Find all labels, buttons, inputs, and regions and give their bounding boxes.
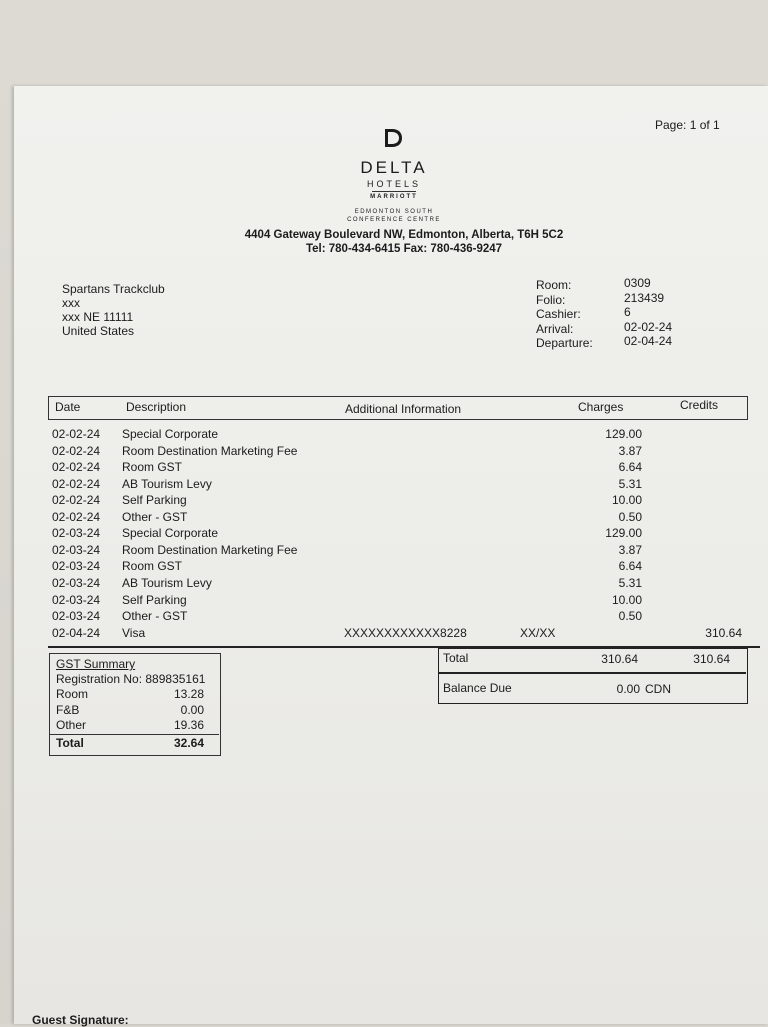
balance-due-label: Balance Due [443, 681, 512, 695]
row-additional-info: XXXXXXXXXXXX8228 [344, 626, 467, 640]
gst-fb-label: F&B [56, 703, 80, 717]
guest-address-line-2: xxx [62, 296, 80, 310]
row-description: AB Tourism Levy [122, 477, 212, 491]
row-charge: 3.87 [618, 444, 642, 458]
row-charge: 5.31 [618, 576, 642, 590]
gst-registration: Registration No: 889835161 [56, 672, 206, 686]
row-description: Room GST [122, 460, 183, 474]
row-date: 02-03-24 [52, 576, 101, 590]
table-row [52, 460, 752, 476]
row-charge: 129.00 [605, 526, 642, 540]
arrival-date: 02-02-24 [624, 319, 673, 334]
table-row [52, 576, 752, 592]
row-date: 02-03-24 [52, 593, 101, 607]
row-credit: 310.64 [705, 626, 742, 640]
row-charge: 0.50 [618, 510, 642, 524]
address-line: 4404 Gateway Boulevard NW, Edmonton, Alberta, T6H 5C2 [244, 229, 564, 241]
row-charge: 6.64 [618, 460, 642, 474]
row-charge: 10.00 [611, 593, 642, 607]
row-charge: 6.64 [618, 559, 642, 573]
row-description: Special Corporate [122, 427, 219, 441]
row-date: 02-02-24 [52, 427, 101, 441]
row-description: Self Parking [122, 493, 187, 507]
delta-logo-icon [381, 126, 405, 150]
row-description: Room GST [122, 559, 183, 573]
table-row [52, 427, 752, 443]
phone-line: Tel: 780-434-6415 Fax: 780-436-9247 [305, 243, 503, 255]
header-description: Description [126, 400, 187, 414]
gst-summary-title: GST Summary [56, 657, 136, 671]
total-label: Total [443, 651, 469, 665]
row-date: 02-03-24 [52, 526, 101, 540]
departure-label: Departure: [536, 336, 593, 350]
hotel-folio-page [14, 86, 768, 1027]
stay-labels [536, 278, 593, 351]
gst-total-label: Total [56, 736, 84, 750]
brand-subtitle: HOTELS [366, 179, 421, 189]
gst-room-label: Room [56, 687, 89, 701]
row-date: 02-02-24 [52, 460, 101, 474]
row-charge: 10.00 [611, 493, 642, 507]
room-label: Room: [536, 278, 572, 292]
guest-address-line-3: xxx NE 11111 [62, 310, 134, 324]
row-charge: 5.31 [618, 477, 642, 491]
row-date: 02-02-24 [52, 444, 101, 458]
row-date: 02-02-24 [52, 477, 101, 491]
table-row [52, 543, 752, 559]
row-description: Room Destination Marketing Fee [122, 543, 298, 557]
row-charge: 3.87 [618, 543, 642, 557]
row-date: 02-03-24 [52, 609, 101, 623]
gst-other-value: 19.36 [173, 718, 204, 732]
row-date: 02-03-24 [52, 543, 101, 557]
header-charges: Charges [578, 400, 624, 414]
table-row [52, 510, 752, 526]
stay-values [624, 276, 672, 349]
header-date: Date [55, 400, 81, 414]
gst-room-value: 13.28 [173, 687, 204, 701]
cashier-label: Cashier: [536, 307, 581, 321]
brand-marriott: MARRIOTT [370, 194, 418, 200]
table-row [52, 626, 752, 642]
departure-date: 02-04-24 [624, 334, 673, 348]
row-charge: 0.50 [618, 609, 642, 623]
table-row [52, 444, 752, 460]
header-credits: Credits [680, 398, 719, 412]
balance-currency: CDN [645, 682, 671, 696]
brand-name: DELTA [360, 158, 428, 177]
venue-line-1: EDMONTON SOUTH [354, 209, 434, 215]
totals-divider [438, 672, 746, 674]
row-description: Self Parking [122, 593, 187, 607]
table-row [52, 477, 752, 493]
table-row [52, 559, 752, 575]
row-expiry: XX/XX [520, 626, 556, 640]
guest-country: United States [62, 324, 135, 338]
row-date: 02-02-24 [52, 510, 101, 524]
page-number: Page: 1 of 1 [655, 118, 720, 132]
guest-block [62, 282, 165, 338]
row-date: 02-04-24 [52, 626, 101, 640]
row-description: Other - GST [122, 609, 188, 623]
brand-divider [372, 191, 416, 192]
gst-other-label: Other [56, 718, 87, 732]
hotel-address [194, 228, 614, 256]
row-description: Special Corporate [122, 526, 219, 540]
gst-total-divider [49, 734, 219, 735]
row-date: 02-02-24 [52, 493, 101, 507]
header-additional-info: Additional Information [345, 402, 462, 416]
hotel-brand [314, 158, 474, 200]
row-description: Visa [122, 626, 146, 640]
guest-name: Spartans Trackclub [62, 282, 165, 296]
row-date: 02-03-24 [52, 559, 101, 573]
total-charges: 310.64 [601, 652, 638, 666]
row-description: AB Tourism Levy [122, 576, 212, 590]
table-row [52, 593, 752, 609]
folio-number: 213439 [624, 290, 665, 305]
room-number: 0309 [624, 276, 651, 290]
arrival-label: Arrival: [536, 321, 574, 336]
row-charge: 129.00 [605, 427, 642, 441]
gst-total-value: 32.64 [173, 736, 204, 750]
table-row [52, 493, 752, 509]
gst-fb-value: 0.00 [180, 703, 204, 717]
cashier-number: 6 [624, 305, 631, 319]
row-description: Room Destination Marketing Fee [122, 444, 298, 458]
venue-name [294, 208, 494, 224]
total-credits: 310.64 [693, 652, 730, 666]
folio-label: Folio: [536, 292, 566, 307]
balance-due-amount: 0.00 [616, 682, 640, 696]
table-row [52, 526, 752, 542]
guest-signature-label: Guest Signature: [32, 1013, 129, 1027]
venue-line-2: CONFERENCE CENTRE [347, 217, 441, 223]
table-row [52, 609, 752, 625]
row-description: Other - GST [122, 510, 188, 524]
